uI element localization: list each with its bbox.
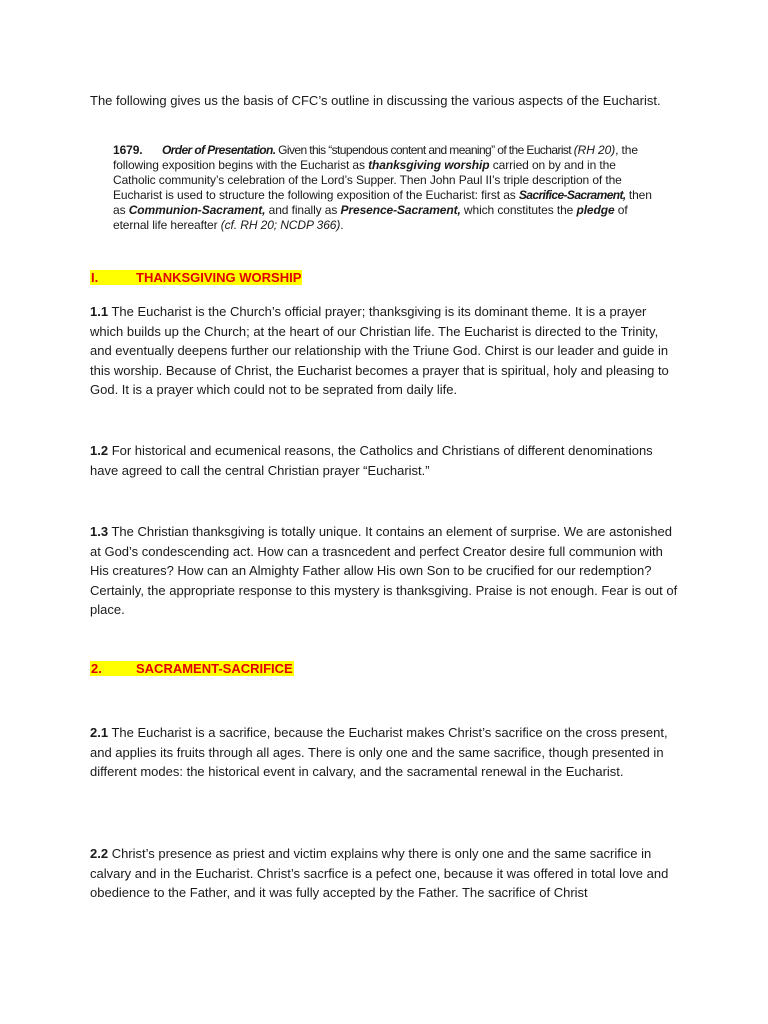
- paragraph-1-2: [90, 441, 680, 480]
- paragraph-text: The Eucharist is a sacrifice, because the Eucharist makes Christ’s sacrifice on the cross present, and applies its fruits through all ages. There is only one and the same sacrifice, though presented in different modes: the historical event in calvary, and the sacramental renewal in the Eucharist.: [90, 725, 668, 779]
- paragraph-text: The Eucharist is the Church’s official prayer; thanksgiving is its dominant theme. It is a prayer which builds up the Church; at the heart of our Christian life. The Eucharist is directed to the Trinity, and eventually deepens further our relationship with the Triune God. Chirst is our leader and guide in this worship. Because of Christ, the Eucharist becomes a prayer that is spiritual, holy and pleasing to God. It is a prayer which could not to be seprated from daily life.: [90, 304, 669, 397]
- section-number: 2.: [91, 661, 102, 676]
- paragraph-1-3: [90, 522, 680, 620]
- section-title: THANKSGIVING WORSHIP: [136, 270, 302, 285]
- paragraph-text: Christ’s presence as priest and victim explains why there is only one and the same sacrifice in calvary and in the Eucharist. Christ’s sacrfice is a pefect one, because it was offered in total love and obedience to the Father, and it was fully accepted by the Father. The sacrifice of Christ: [90, 846, 669, 900]
- paragraph-2-2: [90, 844, 680, 903]
- quote-number: 1679.: [113, 143, 143, 157]
- paragraph-number: 1.1: [90, 304, 109, 319]
- quoted-passage: 1679. Order of Presentation. Given this “stupendous content and meaning” of the Eucharist (RH 20), the following exposition begins with the Eucharist as thanksgiving worship carried on by and in the Catholic community’s celebration of the Lord’s Supper. Then John Paul II’s triple description of the Eucharist is used to structure the following exposition of the Eucharist: first as Sacrifice-Sacrament, then as Communion-Sacrament, and finally as Presence-Sacrament, which constitutes the pledge of eternal life hereafter (cf. RH 20; NCDP 366).: [113, 143, 652, 232]
- paragraph-2-1: [90, 723, 680, 782]
- paragraph-number: 2.1: [90, 725, 109, 740]
- paragraph-text: The Christian thanksgiving is totally unique. It contains an element of surprise. We are astonished at God’s condescending act. How can a trasncedent and perfect Creator desire full communion with His creatures? How can an Almighty Father allow His own Son to be crucified for our redemption? Certainly, the appropriate response to this mystery is thanksgiving. Praise is not enough. Fear is out of place.: [90, 524, 678, 617]
- section-heading-thanksgiving-worship: [90, 270, 302, 286]
- intro-text: The following gives us the basis of CFC’s outline in discussing the various aspects of the Eucharist.: [90, 93, 661, 108]
- paragraph-text: For historical and ecumenical reasons, the Catholics and Christians of different denominations have agreed to call the central Christian prayer “Eucharist.”: [90, 443, 653, 478]
- paragraph-number: 1.3: [90, 524, 109, 539]
- paragraph-number: 2.2: [90, 846, 109, 861]
- section-number: I.: [91, 270, 99, 285]
- section-heading-sacrament-sacrifice: [90, 661, 294, 677]
- intro-paragraph: [90, 91, 680, 111]
- paragraph-1-1: [90, 302, 680, 400]
- paragraph-number: 1.2: [90, 443, 109, 458]
- quote-title: Order of Presentation.: [161, 143, 276, 157]
- section-title: SACRAMENT-SACRIFICE: [136, 661, 293, 676]
